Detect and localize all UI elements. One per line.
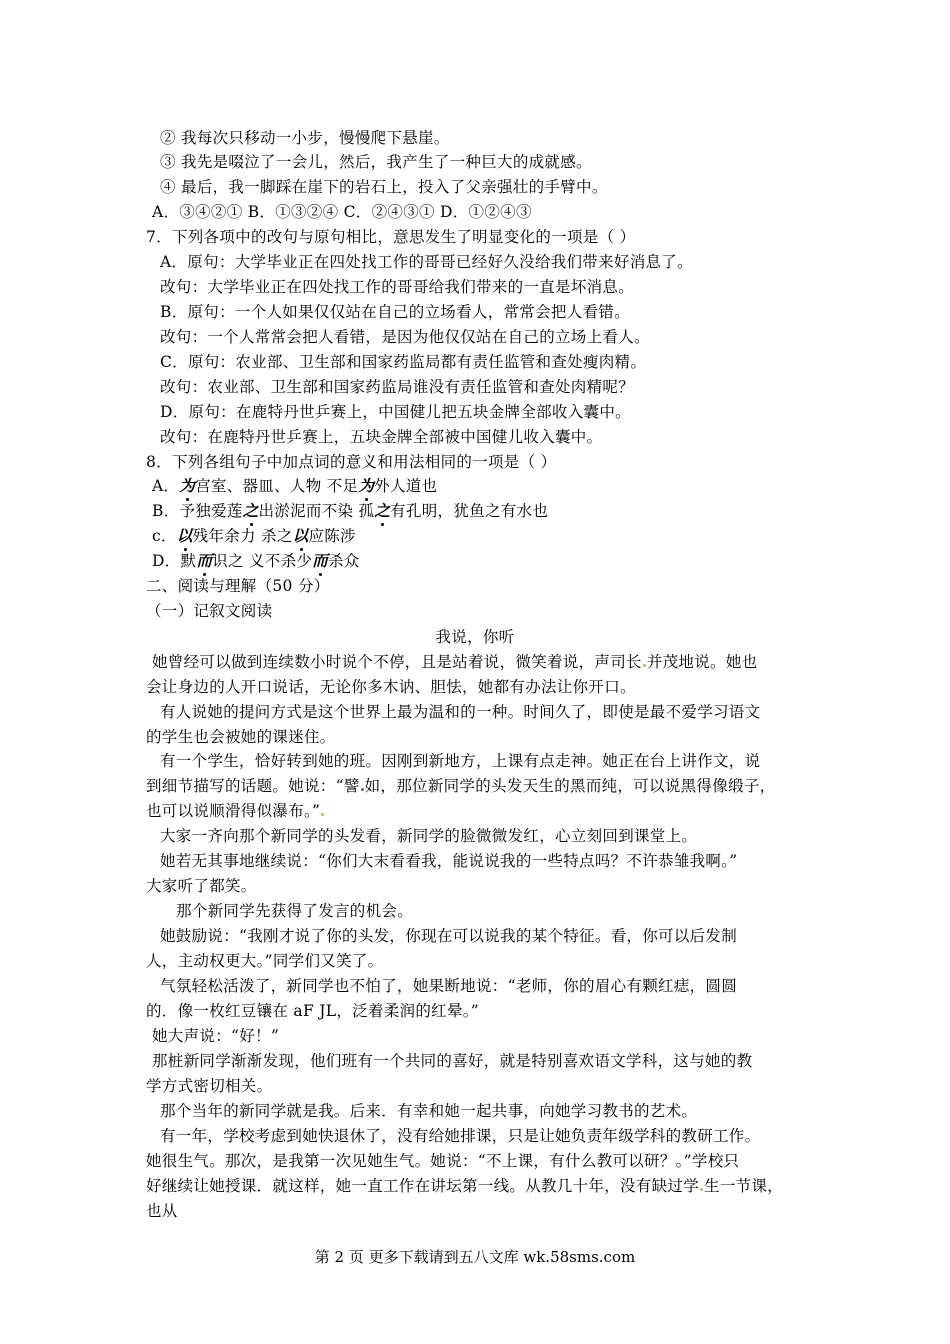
q7-c-original: C．原句：农业部、卫生部和国家药监局都有责任监管和查处瘦肉精。 bbox=[160, 353, 647, 371]
text: 应陈涉 bbox=[308, 527, 356, 545]
paragraph-line: 气氛轻松活泼了，新同学也不怕了，她果断地说：“老师，你的眉心有颗红痣，圆圆 bbox=[160, 977, 738, 995]
stray-mark bbox=[700, 1188, 703, 1191]
q8-option-a bbox=[152, 476, 437, 496]
paragraph-line: 她鼓励说：“我刚才说了你的头发，你现在可以说我的某个特征。看，你可以后发制 bbox=[160, 927, 738, 945]
paragraph-line: 有一年，学校考虑到她快退休了，没有给她排课，只是让她负责年级学科的教研工作。 bbox=[160, 1127, 761, 1145]
text: 宫室、器皿、人物 不足 bbox=[195, 477, 359, 495]
q7-d-original: D．原句：在鹿特丹世乒赛上，中国健儿把五块金牌全部收入囊中。 bbox=[160, 403, 631, 421]
paragraph-line: 大家听了都笑。 bbox=[146, 877, 257, 895]
q6-sentence-2: ② 我每次只移动一小步，慢慢爬下悬崖。 bbox=[160, 129, 450, 147]
stray-mark bbox=[643, 664, 646, 667]
dotted-word: 而 bbox=[196, 551, 213, 570]
paragraph-line: 有一个学生，恰好转到她的班。因刚到新地方，上课有点走神。她正在台上讲作文，说 bbox=[160, 752, 761, 770]
q8-option-b bbox=[152, 501, 548, 521]
paragraph-line bbox=[146, 801, 325, 821]
paragraph-line: 她大声说：“好！” bbox=[152, 1027, 280, 1045]
section-heading: 二、阅读与理解（50 分） bbox=[146, 577, 330, 595]
text: 并茂地说。她也 bbox=[646, 653, 758, 671]
text: 识之 义不杀少 bbox=[212, 552, 313, 570]
q8-stem: 8．下列各组句子中加点词的意义和用法相同的一项是（ ） bbox=[146, 453, 557, 471]
text: B．予独爱莲 bbox=[152, 502, 243, 520]
text: 有孔明，犹鱼之有水也 bbox=[390, 502, 549, 520]
paragraph-line bbox=[146, 1176, 783, 1196]
dotted-word: 为 bbox=[358, 476, 375, 495]
q7-a-original: A．原句：大学毕业正在四处找工作的哥哥已经好久没给我们带来好消息了。 bbox=[160, 253, 693, 271]
text: 残年余力 杀之 bbox=[192, 527, 293, 545]
text: 她曾经可以做到连续数小时说个不停，且是站着说，微笑着说，声司长 bbox=[152, 653, 642, 671]
article-title: 我说，你听 bbox=[435, 628, 515, 646]
text: 生一节课， bbox=[704, 1177, 784, 1195]
q7-b-revised: 改句：一个人常常会把人看错，是因为他仅仅站在自己的立场上看人。 bbox=[160, 328, 650, 346]
paragraph-line: 学方式密切相关。 bbox=[146, 1077, 273, 1095]
subsection-heading: （一）记叙文阅读 bbox=[146, 602, 273, 620]
paragraph-line bbox=[160, 851, 738, 871]
stray-mark bbox=[361, 788, 364, 791]
q7-c-revised: 改句：农业部、卫生部和国家药监局谁没有责任监管和查处肉精呢？ bbox=[160, 378, 635, 396]
dotted-word: 以 bbox=[292, 526, 309, 545]
text: 好继续让她授课．就这样，她一直工作在讲坛第一线。从教几十年，没有缺过学 bbox=[146, 1177, 700, 1195]
q6-sentence-3: ③ 我先是啜泣了一会儿，然后，我产生了一种巨大的成就感。 bbox=[160, 153, 592, 171]
q7-a-revised: 改句：大学毕业正在四处找工作的哥哥给我们带来的一直是坏消息。 bbox=[160, 278, 635, 296]
q6-options: A．③④②① B．①③②④ C．②④③① D．①②④③ bbox=[152, 203, 532, 221]
q7-stem: 7．下列各项中的改句与原句相比，意思发生了明显变化的一项是（ ） bbox=[146, 228, 636, 246]
text: D．默 bbox=[152, 552, 197, 570]
paragraph-line: 的．像一枚红豆镶在 aF JL，泛着柔润的红晕。” bbox=[146, 1002, 480, 1020]
paragraph-line: 她很生气。那次，是我第一次见她生气。她说：“不上课，有什么教可以研？。”学校只 bbox=[146, 1152, 740, 1170]
q6-sentence-4: ④ 最后，我一脚踩在崖下的岩石上，投入了父亲强壮的手臂中。 bbox=[160, 178, 608, 196]
paragraph-line: 人，主动权更大。”同学们又笑了。 bbox=[146, 952, 384, 970]
dotted-word: 之 bbox=[242, 501, 259, 520]
dotted-word: 以 bbox=[176, 526, 193, 545]
paragraph-line bbox=[152, 652, 757, 672]
text: 到细节描写的话题。她说：“譬 bbox=[146, 777, 360, 795]
text: A． bbox=[152, 477, 180, 495]
paragraph-line: 那个当年的新同学就是我。后来．有幸和她一起共事，向她学习教书的艺术。 bbox=[160, 1102, 698, 1120]
dotted-word: 而 bbox=[312, 551, 328, 570]
paragraph-line bbox=[146, 776, 775, 796]
text: 外人道也 bbox=[374, 477, 438, 495]
text: 杀众 bbox=[327, 552, 360, 570]
paragraph-line: 那个新同学先获得了发言的机会。 bbox=[176, 902, 414, 920]
paragraph-line: 那桩新同学渐渐发现，他们班有一个共同的喜好，就是特别喜欢语文学科，这与她的教 bbox=[152, 1052, 753, 1070]
text: 出淤泥而不染 孤 bbox=[258, 502, 375, 520]
q7-d-revised: 改句：在鹿特丹世乒赛上，五块金牌全部被中国健儿收入囊中。 bbox=[160, 428, 603, 446]
q8-option-d bbox=[152, 551, 360, 571]
text: 也可以说顺滑得似瀑布。” bbox=[146, 802, 321, 820]
text: 如，那位新同学的头发天生的黑而纯，可以说黑得像缎子， bbox=[364, 777, 776, 795]
text: c． bbox=[152, 527, 177, 545]
paragraph-line: 的学生也会被她的课迷住。 bbox=[146, 728, 336, 746]
paragraph-line: 有人说她的提问方式是这个世界上最为温和的一种。时间久了，即使是最不爱学习语文 bbox=[160, 703, 761, 721]
paragraph-line: 也从 bbox=[146, 1202, 178, 1220]
text: 她若无其事地继续说：“你们大末看看我，能说说 bbox=[160, 852, 501, 870]
paragraph-line: 会让身边的人开口说话，无论你多木讷、胆怯，她都有办法让你开口。 bbox=[146, 678, 636, 696]
paragraph-line: 大家一齐向那个新同学的头发看，新同学的脸微微发红，心立刻回到课堂上。 bbox=[160, 827, 698, 845]
dotted-word: 之 bbox=[374, 501, 391, 520]
dotted-word: 为 bbox=[179, 476, 196, 495]
text: 我的一些特点吗？不许恭雏我啊。” bbox=[500, 852, 738, 870]
q8-option-c bbox=[152, 526, 356, 546]
stray-mark bbox=[321, 813, 324, 816]
page-footer: 第 2 页 更多下载请到五八文库 wk.58sms.com bbox=[314, 1248, 636, 1266]
q7-b-original: B．原句：一个人如果仅仅站在自己的立场看人，常常会把人看错。 bbox=[160, 303, 630, 321]
